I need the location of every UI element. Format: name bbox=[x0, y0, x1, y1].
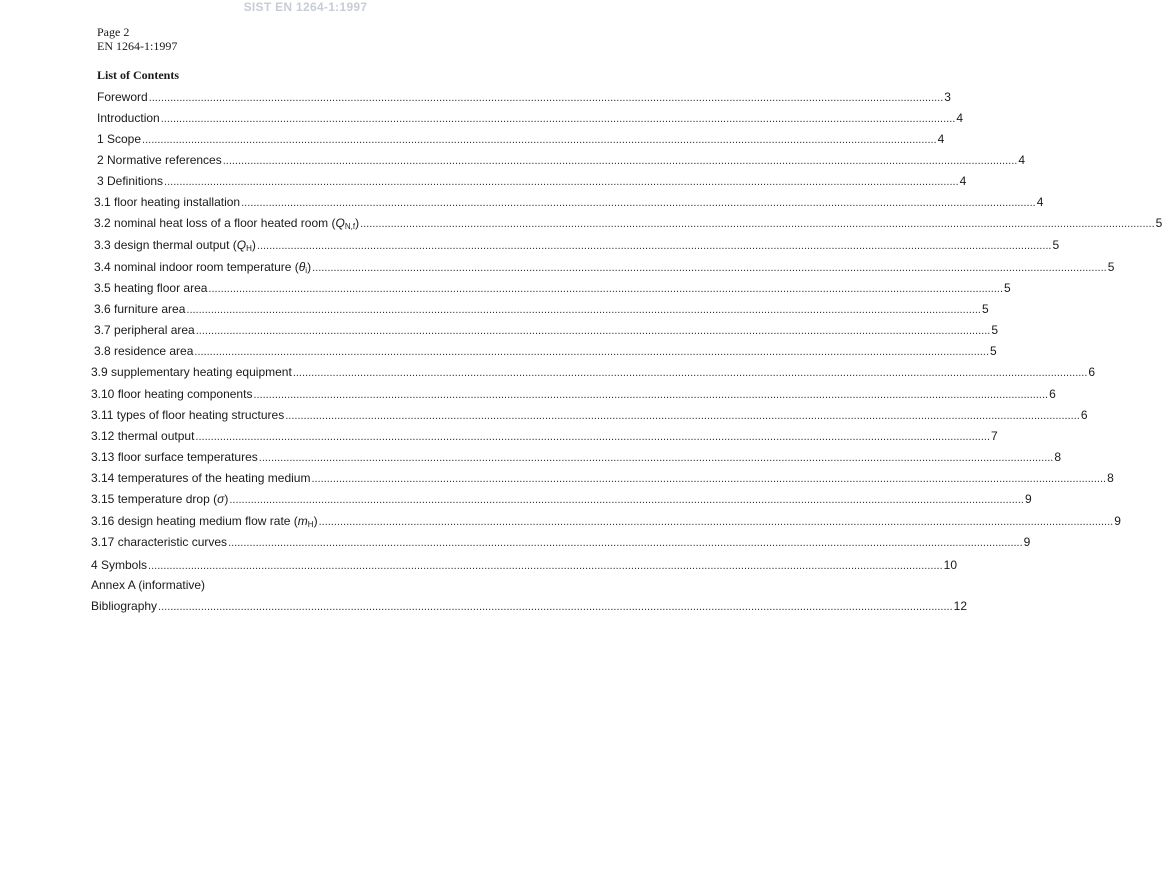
toc-entry-page: 4 bbox=[956, 111, 964, 125]
dot-leader: .................................................................................................................................................................................................................................................................... bbox=[312, 262, 1107, 274]
dot-leader: .................................................................................................................................................................................................................................................................... bbox=[256, 240, 1052, 252]
toc-entry[interactable] bbox=[94, 238, 1060, 253]
toc-entry-label: 1 Scope bbox=[97, 132, 142, 146]
toc-entry[interactable] bbox=[94, 344, 997, 358]
toc-entry[interactable] bbox=[94, 302, 989, 316]
toc-entry[interactable] bbox=[91, 599, 968, 613]
symbol-subscript: N,f bbox=[344, 222, 356, 231]
dot-leader: .................................................................................................................................................................................................................................................................... bbox=[222, 155, 1018, 167]
dot-leader: .................................................................................................................................................................................................................................................................... bbox=[148, 560, 943, 572]
toc-entry-page: 6 bbox=[1080, 408, 1088, 422]
toc-entry[interactable] bbox=[97, 174, 967, 188]
toc-entry[interactable] bbox=[91, 514, 1121, 529]
toc-entry[interactable] bbox=[91, 471, 1114, 485]
toc-entry-page: 5 bbox=[1107, 260, 1115, 274]
toc-entry-label: 3.13 floor surface temperatures bbox=[91, 450, 258, 464]
toc-entry[interactable] bbox=[91, 535, 1031, 549]
toc-entry-label: 3.9 supplementary heating equipment bbox=[91, 365, 292, 379]
toc-entry-label: Bibliography bbox=[91, 599, 158, 613]
toc-entry-page: 4 bbox=[1018, 153, 1026, 167]
dot-leader: .................................................................................................................................................................................................................................................................... bbox=[292, 367, 1088, 379]
toc-entry-page: 6 bbox=[1049, 387, 1056, 401]
toc-entry-label: 3.1 floor heating installation bbox=[94, 195, 241, 209]
toc-entry-label: 3.2 nominal heat loss of a floor heated room $(Q_{N,f})$ bbox=[94, 216, 360, 231]
symbol-subscript: i bbox=[305, 266, 308, 275]
toc-entry[interactable] bbox=[97, 153, 1026, 167]
toc-entry-label: 3 Definitions bbox=[97, 174, 164, 188]
toc-entry-label: 3.4 nominal indoor room temperature $(\theta_i)$ bbox=[94, 260, 312, 275]
dot-leader: .................................................................................................................................................................................................................................................................... bbox=[311, 473, 1107, 485]
toc-entry-label: 3.5 heating floor area bbox=[94, 281, 208, 295]
toc-entry-page: 4 bbox=[1036, 195, 1044, 209]
toc-entry-label: 2 Normative references bbox=[97, 153, 222, 167]
toc-entry-page: 5 bbox=[1155, 216, 1162, 230]
dot-leader: .................................................................................................................................................................................................................................................................... bbox=[253, 389, 1049, 401]
symbol: Q bbox=[335, 216, 345, 230]
toc-entry-label: 3.17 characteristic curves bbox=[91, 535, 228, 549]
watermark: SIST EN 1264-1:1997 bbox=[243, 0, 368, 14]
toc-entry-page: 5 bbox=[1052, 238, 1060, 252]
toc-entry-page: 5 bbox=[990, 344, 997, 358]
toc-entry-label: 3.14 temperatures of the heating medium bbox=[91, 471, 311, 485]
toc-entry[interactable] bbox=[97, 111, 964, 125]
toc-entry-page: 5 bbox=[991, 323, 999, 337]
toc-entry-page: 4 bbox=[959, 174, 967, 188]
dot-leader: .................................................................................................................................................................................................................................................................... bbox=[186, 304, 981, 316]
toc-entry-label: Annex A (informative) bbox=[91, 578, 206, 592]
toc-entry-label: 3.16 design heating medium flow rate $(m_H)$ bbox=[91, 514, 318, 529]
toc-entry-page: 8 bbox=[1107, 471, 1114, 485]
toc-entry[interactable] bbox=[91, 492, 1032, 506]
dot-leader: .................................................................................................................................................................................................................................................................... bbox=[142, 134, 937, 146]
toc-entry[interactable] bbox=[97, 90, 951, 104]
toc-entry-page: 9 bbox=[1024, 492, 1032, 506]
symbol: σ bbox=[217, 492, 225, 506]
toc-entry-page: 7 bbox=[991, 429, 998, 443]
toc-entry[interactable] bbox=[91, 365, 1096, 379]
toc-entry-page: 8 bbox=[1054, 450, 1062, 464]
toc-entry-label: 3.7 peripheral area bbox=[94, 323, 195, 337]
dot-leader: .................................................................................................................................................................................................................................................................... bbox=[360, 218, 1155, 230]
toc-entry[interactable] bbox=[97, 132, 945, 146]
toc-entry-label: 3.15 temperature drop (σ) bbox=[91, 492, 229, 506]
toc-entry-page: 9 bbox=[1023, 535, 1031, 549]
toc-entry[interactable] bbox=[94, 195, 1044, 209]
symbol: m bbox=[297, 514, 308, 528]
dot-leader: .................................................................................................................................................................................................................................................................... bbox=[160, 113, 956, 125]
dot-leader: .................................................................................................................................................................................................................................................................... bbox=[318, 516, 1114, 528]
symbol-subscript: H bbox=[307, 520, 314, 529]
dot-leader: .................................................................................................................................................................................................................................................................... bbox=[194, 346, 990, 358]
dot-leader: .................................................................................................................................................................................................................................................................... bbox=[241, 197, 1036, 209]
toc-entry-label: 3.3 design thermal output $(Q_H)$ bbox=[94, 238, 256, 253]
dot-leader: .................................................................................................................................................................................................................................................................... bbox=[228, 537, 1023, 549]
dot-leader: .................................................................................................................................................................................................................................................................... bbox=[195, 325, 991, 337]
toc-entry-page: 5 bbox=[982, 302, 989, 316]
dot-leader: .................................................................................................................................................................................................................................................................... bbox=[148, 92, 944, 104]
toc-entry-label: 3.8 residence area bbox=[94, 344, 194, 358]
toc-entry-label: Foreword bbox=[97, 90, 148, 104]
symbol-subscript: H bbox=[246, 244, 252, 253]
toc-entry[interactable] bbox=[94, 323, 999, 337]
toc-entry-label: 3.11 types of floor heating structures bbox=[91, 408, 285, 422]
toc-title: List of Contents bbox=[97, 68, 180, 82]
toc-entry[interactable] bbox=[94, 216, 1162, 231]
toc-entry-label: 3.12 thermal output bbox=[91, 429, 195, 443]
symbol: Q bbox=[236, 238, 247, 252]
toc-entry-page: 3 bbox=[944, 90, 951, 104]
toc-entry[interactable] bbox=[94, 260, 1115, 275]
dot-leader: .................................................................................................................................................................................................................................................................... bbox=[158, 601, 953, 613]
dot-leader: .................................................................................................................................................................................................................................................................... bbox=[164, 176, 959, 188]
toc-entry[interactable] bbox=[91, 387, 1056, 401]
toc-entry[interactable] bbox=[91, 450, 1062, 464]
toc-entry-label: 4 Symbols bbox=[91, 558, 148, 572]
toc-entry-label: 3.10 floor heating components bbox=[91, 387, 253, 401]
toc-entry-page: 6 bbox=[1088, 365, 1096, 379]
standard-id: EN 1264-1:1997 bbox=[97, 39, 178, 53]
toc-entry[interactable] bbox=[91, 408, 1088, 422]
dot-leader: .................................................................................................................................................................................................................................................................... bbox=[285, 410, 1080, 422]
toc-entry[interactable] bbox=[91, 558, 957, 572]
toc-entry-page: 12 bbox=[953, 599, 968, 613]
dot-leader: .................................................................................................................................................................................................................................................................... bbox=[195, 431, 991, 443]
toc-entry-page: 5 bbox=[1004, 281, 1011, 295]
toc-entry-page: 4 bbox=[937, 132, 945, 146]
toc-entry[interactable] bbox=[94, 281, 1011, 295]
toc-entry-page: 9 bbox=[1114, 514, 1121, 528]
toc-entry[interactable] bbox=[91, 429, 998, 443]
dot-leader: .................................................................................................................................................................................................................................................................... bbox=[229, 494, 1024, 506]
toc-entry-page: 10 bbox=[943, 558, 957, 572]
toc-entry-label: Introduction bbox=[97, 111, 160, 125]
page-header bbox=[97, 25, 177, 53]
dot-leader: .................................................................................................................................................................................................................................................................... bbox=[208, 283, 1004, 295]
symbol: θ bbox=[298, 260, 306, 274]
dot-leader: .................................................................................................................................................................................................................................................................... bbox=[258, 452, 1054, 464]
toc-entry-label: 3.6 furniture area bbox=[94, 302, 186, 316]
page-number: Page 2 bbox=[97, 25, 130, 39]
toc-entry[interactable] bbox=[91, 578, 557, 592]
